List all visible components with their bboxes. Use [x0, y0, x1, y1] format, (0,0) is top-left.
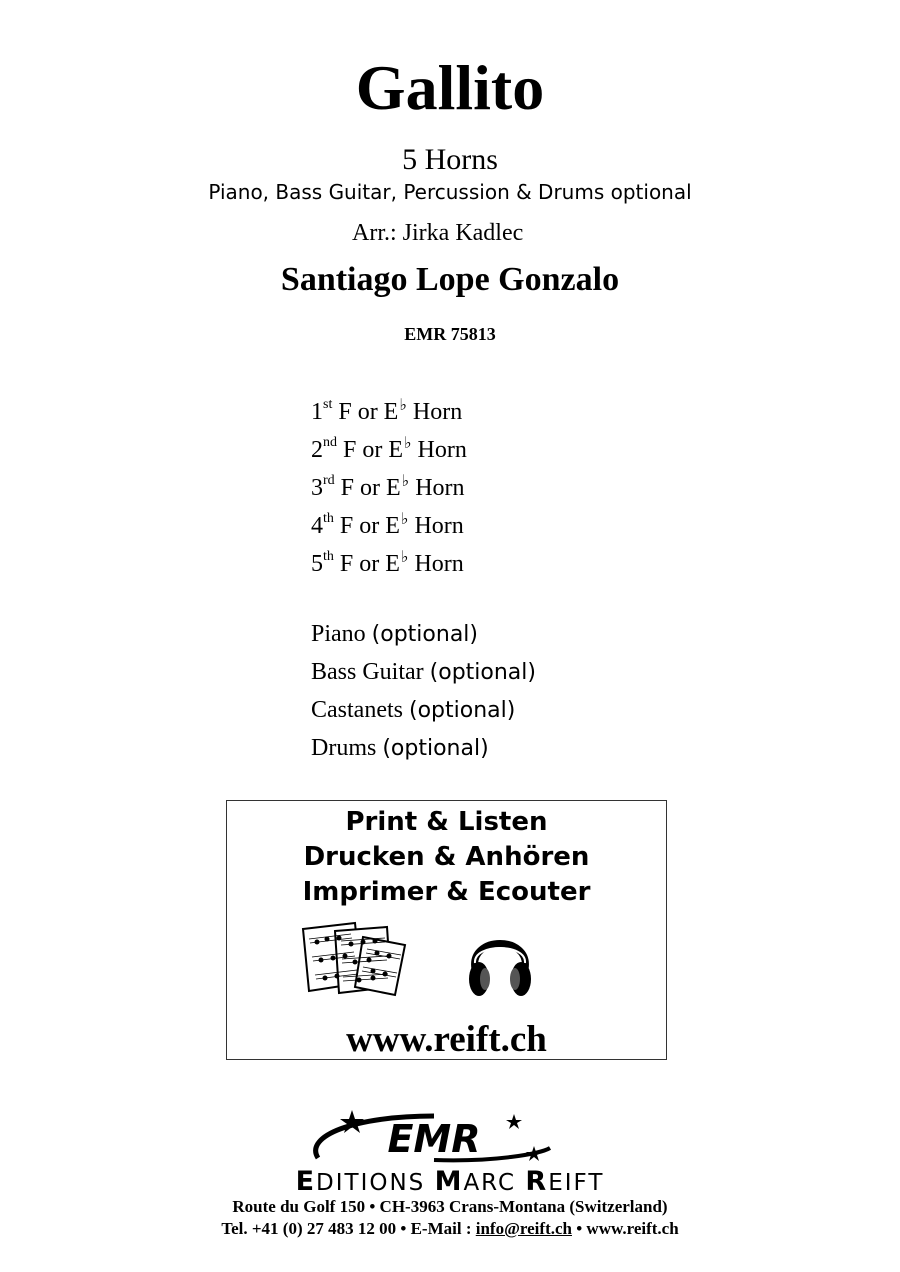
- composer-name: Santiago Lope Gonzalo: [280, 261, 620, 298]
- part-horn-1: 1st F or E♭ Horn: [311, 395, 463, 425]
- print-listen-box[interactable]: [226, 800, 667, 1060]
- part-horn-2: 2nd F or E♭ Horn: [311, 433, 467, 463]
- email-link[interactable]: info@reift.ch: [475, 1219, 572, 1238]
- instrumentation-line: Piano, Bass Guitar, Percussion & Drums optional: [208, 180, 692, 204]
- part-horn-5: 5th F or E♭ Horn: [311, 547, 464, 577]
- sheet-music-icon: [299, 921, 411, 997]
- promo-line-fr: Imprimer & Ecouter: [302, 877, 591, 907]
- flat-sign: ♭: [404, 433, 412, 452]
- part-horn-3: 3rd F or E♭ Horn: [311, 471, 465, 501]
- catalog-number: EMR 75813: [404, 324, 496, 344]
- part-drums: Drums (optional): [311, 735, 489, 761]
- flat-sign: ♭: [400, 509, 409, 528]
- part-bass-guitar: Bass Guitar (optional): [311, 659, 536, 685]
- part-horn-4: 4th F or E♭ Horn: [311, 509, 464, 539]
- publisher-name: EDITIONS MARC REIFT: [295, 1166, 605, 1197]
- flat-sign: ♭: [401, 471, 410, 490]
- flat-sign: ♭: [399, 395, 407, 414]
- part-piano: Piano (optional): [311, 621, 478, 647]
- promo-line-en: Print & Listen: [345, 807, 548, 837]
- publisher-contact: Tel. +41 (0) 27 483 12 00 • E-Mail : info@reift.ch • www.reift.ch: [221, 1219, 679, 1238]
- score-title: Gallito: [355, 52, 545, 123]
- arranger-credit: Arr.: Jirka Kadlec: [352, 220, 524, 246]
- flat-sign: ♭: [400, 547, 409, 566]
- ensemble-subtitle: 5 Horns: [402, 143, 498, 176]
- headphones-icon: [465, 923, 535, 1003]
- part-castanets: Castanets (optional): [311, 697, 516, 723]
- promo-url-link[interactable]: www.reift.ch: [346, 1019, 547, 1060]
- emr-logo: [304, 1108, 564, 1170]
- publisher-address: Route du Golf 150 • CH-3963 Crans-Montana (Switzerland): [232, 1197, 668, 1216]
- emr-logo-text: EMR: [387, 1117, 481, 1161]
- promo-line-de: Drucken & Anhören: [303, 842, 590, 872]
